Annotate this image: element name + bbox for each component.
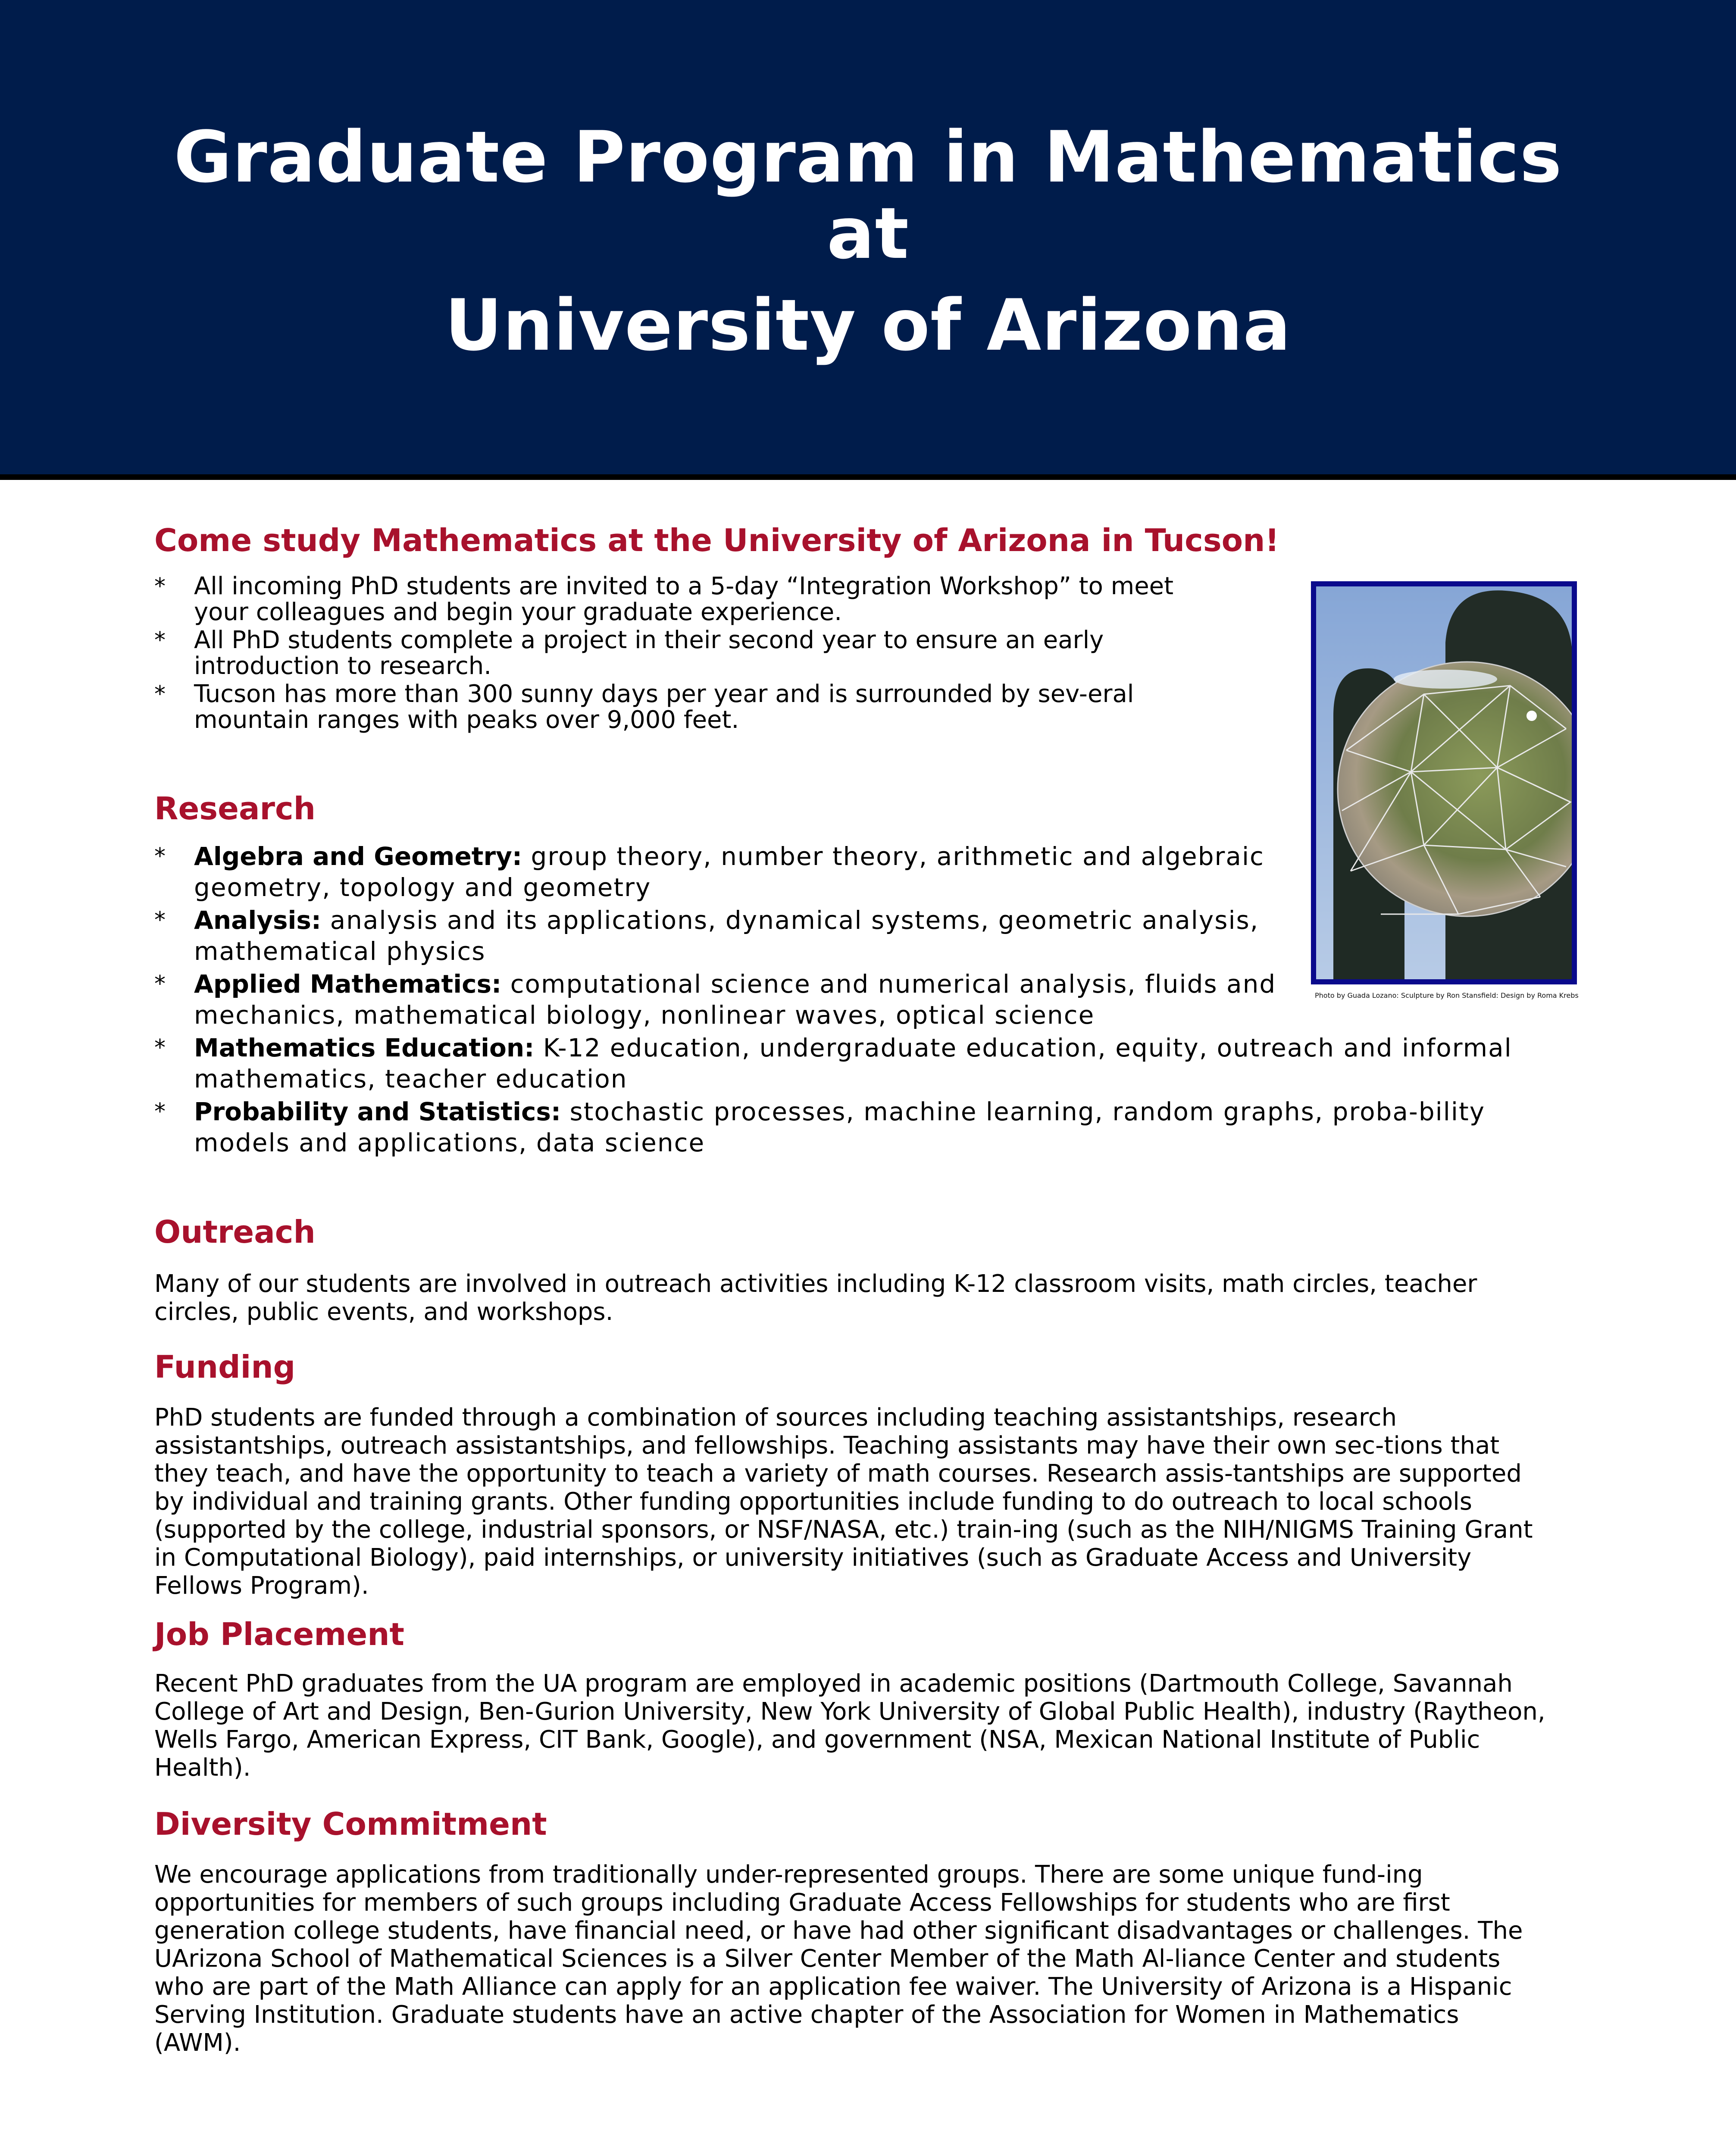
photo-caption: Photo by Guada Lozano: Sculpture by Ron Stansfield: Design by Roma Krebs — [1315, 991, 1579, 1000]
asterisk-bullet-icon: * — [154, 971, 166, 997]
list-item: * Tucson has more than 300 sunny days per year and is surrounded by sev-eral mountain ranges with peaks over 9,000 feet. — [154, 680, 1134, 734]
asterisk-bullet-icon: * — [154, 681, 166, 707]
diversity-heading: Diversity Commitment — [154, 1806, 547, 1842]
research-item-probability-statistics: * Probability and Statistics: stochastic processes, machine learning, random graphs, proba-bility models and applications, data science — [154, 1097, 1486, 1157]
title-line-2: at — [826, 192, 910, 275]
list-item: * All incoming PhD students are invited to a 5-day “Integration Workshop” to meet your colleagues and begin your graduate experience. — [154, 572, 1174, 626]
asterisk-bullet-icon: * — [154, 1099, 166, 1125]
asterisk-bullet-icon: * — [154, 1035, 166, 1061]
sphere-highlight — [1394, 670, 1497, 689]
header-banner — [0, 0, 1736, 480]
research-item-applied-math: * Applied Mathematics: computational science and numerical analysis, fluids and mechanics, mathematical biology, nonlinear waves, optical science — [154, 969, 1276, 1030]
research-item-analysis: * Analysis: analysis and its applications, dynamical systems, geometric analysis, mathematical physics — [154, 906, 1259, 966]
title-line-3: University of Arizona — [444, 284, 1292, 367]
diversity-text: We encourage applications from traditionally under-represented groups. There are some unique fund-ing opportunities for members of such groups including Graduate Access Fellowships for students who are first generation college students, have financial need, or have had other significant disadvantages or challenges. The UArizona School of Mathematical Sciences is a Silver Center Member of the Math Al-liance Center and students who are part of the Math Alliance can apply for an application fee waiver. The University of Arizona is a Hispanic Serving Institution. Graduate students have an active chapter of the Association for Women in Mathematics (AWM). — [154, 1861, 1523, 2057]
research-list — [151, 841, 1548, 1160]
research-heading: Research — [154, 790, 316, 827]
job-placement-text: Recent PhD graduates from the UA program are employed in academic positions (Dartmouth College, Savannah College of Art and Design, Ben-Gurion University, New York University of Global Public Health), industry (Raytheon, Wells Fargo, American Express, CIT Bank, Google), and government (NSA, Mexican National Institute of Public Health). — [154, 1670, 1545, 1782]
job-placement-heading: Job Placement — [154, 1616, 404, 1652]
sun-glint — [1526, 711, 1537, 721]
asterisk-bullet-icon: * — [154, 627, 166, 653]
title-line-1: Graduate Program in Mathematics — [174, 116, 1562, 198]
intro-heading: Come study Mathematics at the University of Arizona in Tucson! — [154, 522, 1279, 558]
asterisk-bullet-icon: * — [154, 907, 166, 933]
list-item: * All PhD students complete a project in their second year to ensure an early introduction to research. — [154, 626, 1104, 680]
research-item-algebra-geometry: * Algebra and Geometry: group theory, number theory, arithmetic and algebraic geometry, topology and geometry — [154, 842, 1264, 902]
research-item-math-education: * Mathematics Education: K-12 education, undergraduate education, equity, outreach and informal mathematics, teacher education — [154, 1033, 1512, 1094]
asterisk-bullet-icon: * — [154, 573, 166, 599]
funding-heading: Funding — [154, 1349, 296, 1385]
intro-list — [151, 573, 1203, 735]
outreach-text: Many of our students are involved in outreach activities including K-12 classroom visits, math circles, teacher circles, public events, and workshops. — [154, 1270, 1477, 1326]
funding-text: PhD students are funded through a combination of sources including teaching assistantships, research assistantships, outreach assistantships, and fellowships. Teaching assistants may have their own sec-tions that they teach, and have the opportunity to teach a variety of math courses. Research assis-tantships are supported by individual and training grants. Other funding opportunities include funding to do outreach to local schools (supported by the college, industrial sponsors, or NSF/NASA, etc.) train-ing (such as the NIH/NIGMS Training Grant in Computational Biology), paid internships, or university initiatives (such as Graduate Access and University Fellows Program). — [154, 1404, 1533, 1600]
outreach-heading: Outreach — [154, 1214, 316, 1250]
asterisk-bullet-icon: * — [154, 843, 166, 869]
